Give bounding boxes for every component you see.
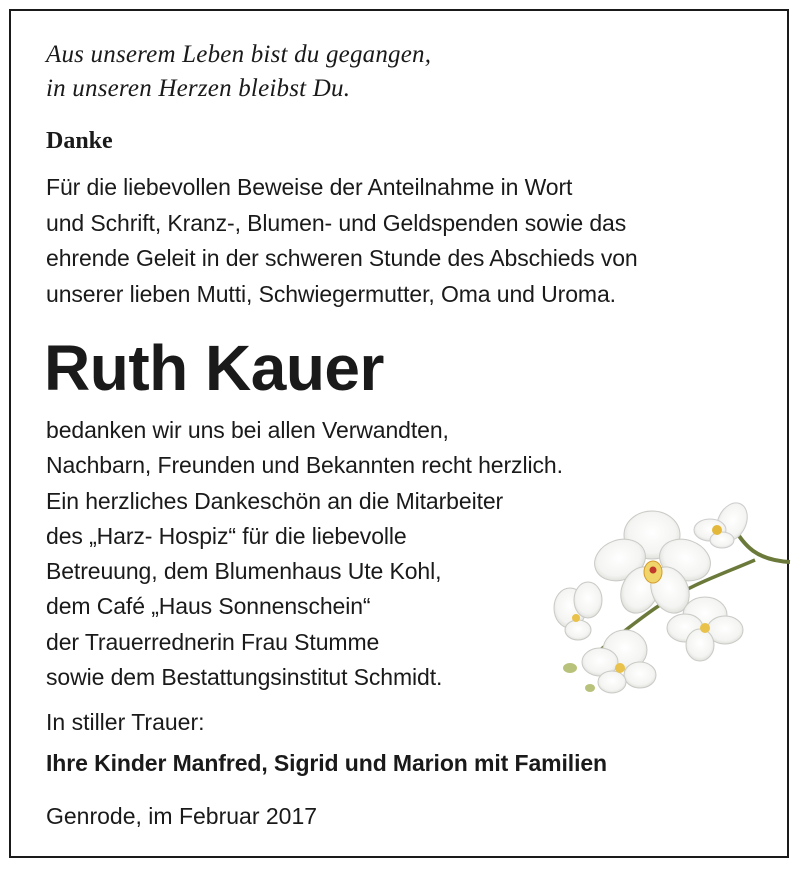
thanks-line: sowie dem Bestattungsinstitut Schmidt. (46, 664, 443, 691)
motto (46, 38, 431, 106)
thanks-line: Nachbarn, Freunden und Bekannten recht herzlich. (46, 452, 563, 479)
motto-line: Aus unserem Leben bist du gegangen, (46, 41, 432, 68)
intro-line: unserer lieben Mutti, Schwiegermutter, Oma und Uroma. (46, 280, 616, 307)
heading-danke: Danke (46, 128, 113, 154)
intro-line: und Schrift, Kranz-, Blumen- und Geldspenden sowie das (46, 209, 627, 236)
thanks-line: bedanken wir uns bei allen Verwandten, (46, 417, 449, 443)
thanks-line: dem Café „Haus Sonnenschein“ (46, 593, 371, 620)
place-date: Genrode, im Februar 2017 (46, 803, 318, 829)
mourning-line: In stiller Trauer: (46, 709, 205, 735)
thanks-line: der Trauerrednerin Frau Stumme (46, 628, 380, 655)
thanks-line: Ein herzliches Dankeschön an die Mitarbeiter (46, 487, 504, 514)
thanks-line: Betreuung, dem Blumenhaus Ute Kohl, (46, 558, 442, 585)
intro-line: Für die liebevollen Beweise der Anteilnahme in Wort (46, 174, 573, 200)
deceased-name: Ruth Kauer (44, 332, 384, 404)
intro-line: ehrende Geleit in der schweren Stunde des Abschieds von (46, 245, 638, 271)
motto-line: in unseren Herzen bleibst Du. (46, 75, 351, 102)
orchid-icon (540, 490, 795, 700)
signers: Ihre Kinder Manfred, Sigrid und Marion mit Familien (46, 750, 608, 776)
thanks-paragraph (46, 413, 563, 695)
intro-paragraph (46, 170, 638, 312)
thanks-line: des „Harz- Hospiz“ für die liebevolle (46, 522, 407, 549)
